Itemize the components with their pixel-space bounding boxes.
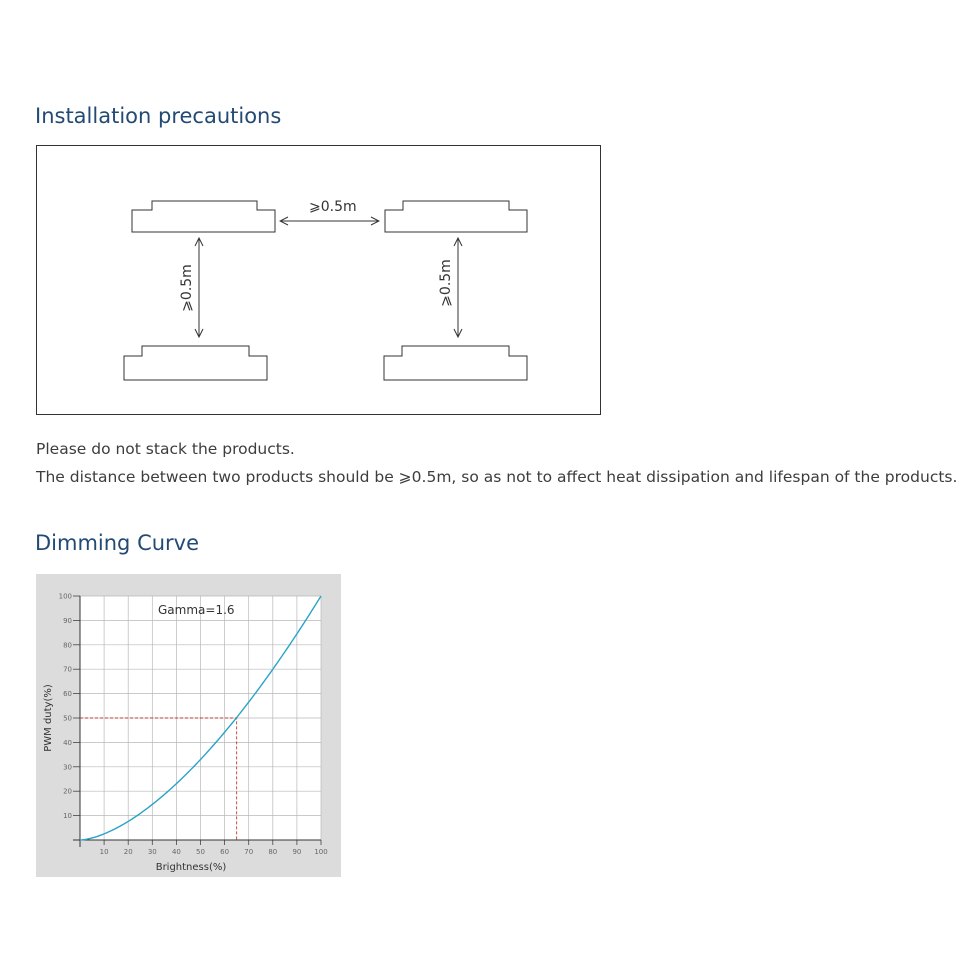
x-tick-label: 70 — [244, 848, 254, 856]
spacing-label-horizontal: ⩾0.5m — [309, 199, 357, 215]
x-tick-label: 40 — [171, 848, 181, 856]
product-bottom-left — [124, 346, 267, 380]
y-tick-label: 60 — [63, 690, 72, 699]
y-tick-label: 50 — [63, 714, 72, 723]
y-tick-label: 40 — [63, 738, 72, 747]
x-tick-label: 90 — [292, 848, 302, 856]
x-tick-label: 100 — [314, 848, 328, 856]
x-tick-label: 10 — [99, 848, 109, 856]
y-tick-label: 30 — [63, 763, 72, 772]
gamma-annotation: Gamma=1.6 — [158, 603, 235, 617]
product-top-right — [385, 201, 527, 232]
y-tick-label: 100 — [58, 592, 72, 601]
installation-note-1: Please do not stack the products. — [36, 440, 295, 458]
y-tick-label: 20 — [63, 787, 72, 796]
spacing-label-left: ⩾0.5m — [179, 264, 195, 312]
installation-note-2: The distance between two products should be ⩾0.5m, so as not to affect heat dissipation and lifespan of the products. — [36, 468, 958, 486]
product-bottom-right — [384, 346, 527, 380]
x-tick-label: 60 — [220, 848, 230, 856]
y-tick-label: 10 — [63, 812, 72, 821]
y-tick-label: 90 — [63, 616, 72, 625]
y-axis-label: PWM duty(%) — [43, 684, 54, 752]
x-tick-label: 20 — [123, 848, 133, 856]
dimming-chart — [36, 574, 341, 877]
y-tick-label: 80 — [63, 641, 72, 650]
product-top-left — [132, 201, 275, 232]
spacing-label-right: ⩾0.5m — [438, 259, 454, 307]
installation-title: Installation precautions — [35, 104, 282, 128]
x-tick-label: 80 — [268, 848, 278, 856]
x-tick-label: 30 — [147, 848, 157, 856]
dimming-title: Dimming Curve — [35, 531, 200, 555]
installation-diagram — [36, 145, 601, 415]
y-tick-label: 70 — [63, 665, 72, 674]
x-tick-label: 50 — [196, 848, 205, 856]
x-axis-label: Brightness(%) — [155, 862, 227, 873]
